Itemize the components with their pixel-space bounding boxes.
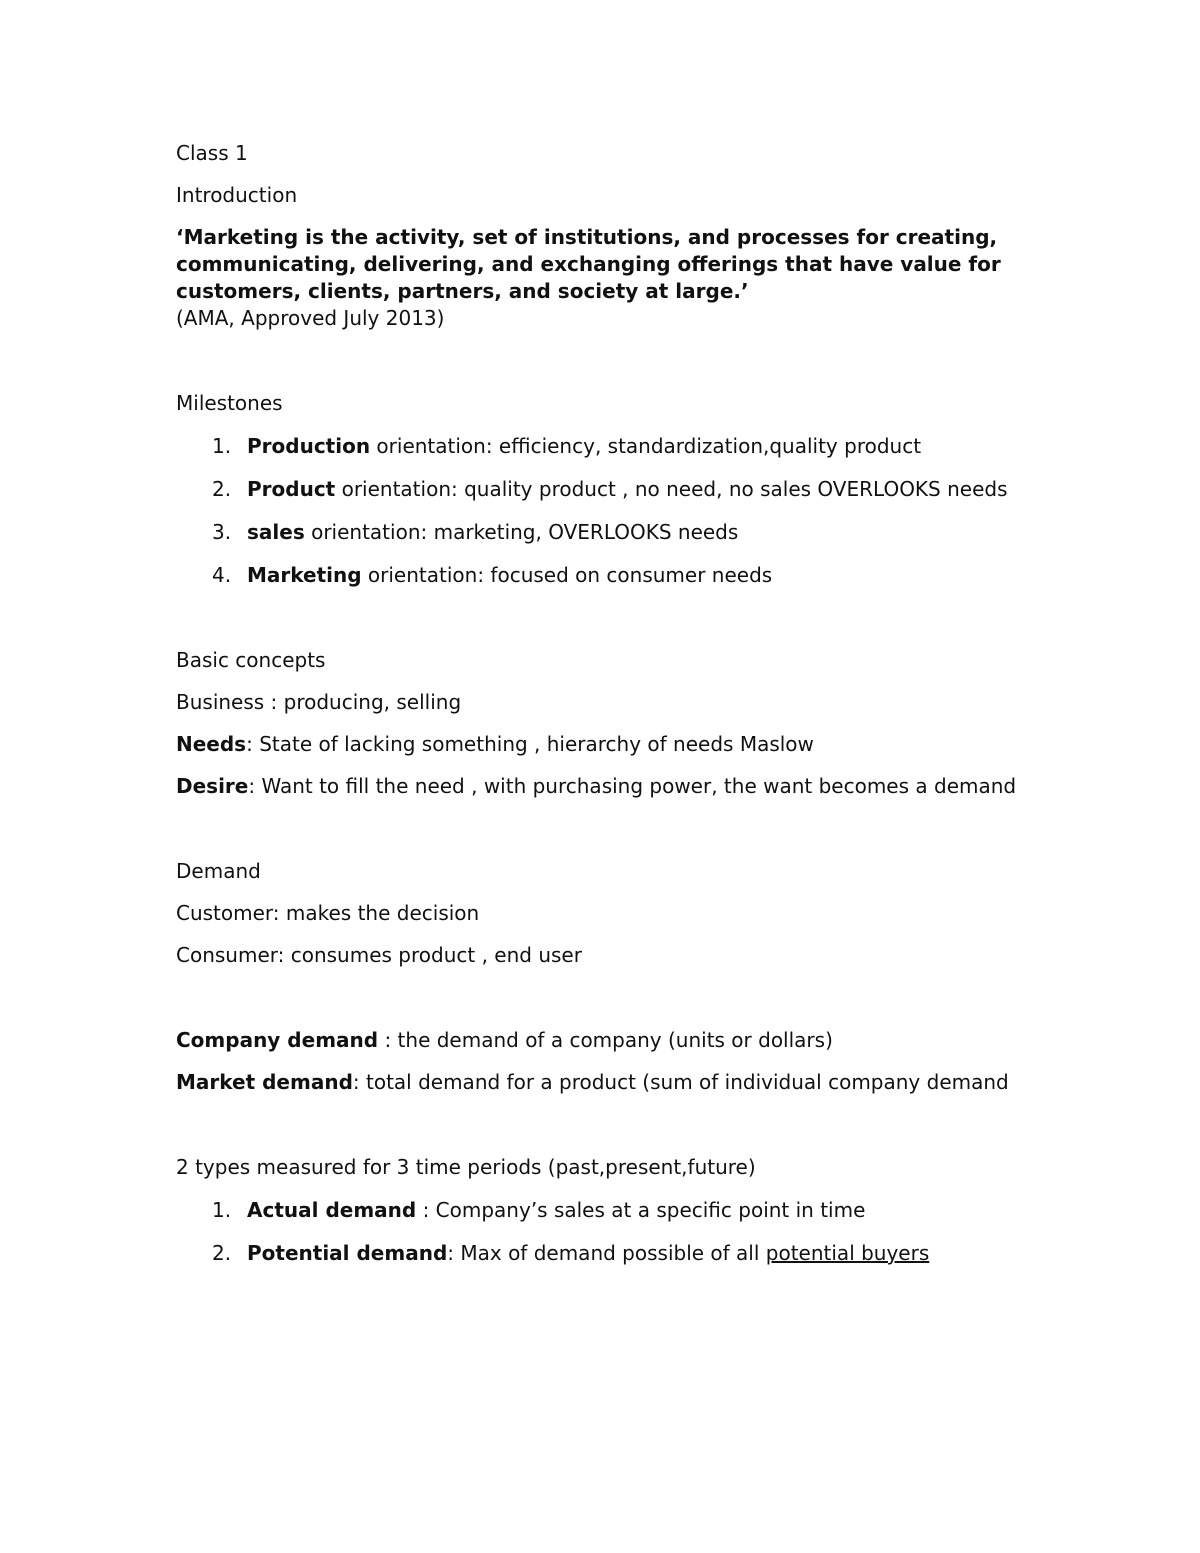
- list-number: 4.: [212, 563, 232, 587]
- needs-term: Needs: [176, 732, 247, 756]
- list-text: orientation: efficiency, standardization,quality product: [370, 434, 922, 458]
- list-number: 2.: [212, 477, 232, 501]
- market-demand-term: Market demand: [176, 1070, 353, 1094]
- class-title: Class 1: [176, 141, 248, 165]
- desire-term: Desire: [176, 774, 249, 798]
- section-title: Introduction: [176, 183, 298, 207]
- list-number: 3.: [212, 520, 232, 544]
- list-number: 1.: [212, 434, 232, 458]
- marketing-definition-quote: ‘Marketing is the activity, set of institutions, and processes for creating, communicating, delivering, and exchanging offerings that have value for customers, clients, partners, and society at large.’: [176, 225, 1001, 303]
- desire-concept: [176, 773, 1036, 800]
- list-text: orientation: marketing, OVERLOOKS needs: [304, 520, 739, 544]
- list-term: sales: [247, 520, 305, 544]
- list-text: : Max of demand possible of all: [447, 1241, 766, 1265]
- demand-types-list: [176, 1196, 1036, 1267]
- types-heading: 2 types measured for 3 time periods (past,present,future): [176, 1155, 756, 1179]
- milestones-list: [176, 432, 1036, 589]
- list-item: [176, 1196, 1036, 1224]
- list-item: [176, 432, 1036, 460]
- list-number: 2.: [212, 1241, 232, 1265]
- market-demand: [176, 1069, 1036, 1096]
- market-demand-text: : total demand for a product (sum of individual company demand: [352, 1070, 1009, 1094]
- list-item: [176, 561, 1036, 589]
- company-demand-text: : the demand of a company (units or dollars): [378, 1028, 833, 1052]
- list-text: orientation: focused on consumer needs: [361, 563, 773, 587]
- list-term: Potential demand: [247, 1241, 448, 1265]
- list-number: 1.: [212, 1198, 232, 1222]
- customer-definition: Customer: makes the decision: [176, 901, 480, 925]
- list-item: [176, 1239, 1036, 1267]
- list-term: Marketing: [247, 563, 362, 587]
- underlined-text: potential buyers: [765, 1241, 930, 1265]
- business-concept: Business : producing, selling: [176, 690, 462, 714]
- milestones-heading: Milestones: [176, 391, 283, 415]
- consumer-definition: Consumer: consumes product , end user: [176, 943, 582, 967]
- needs-concept: [176, 731, 1036, 758]
- list-term: Actual demand: [247, 1198, 417, 1222]
- list-item: [176, 475, 1036, 503]
- list-text: orientation: quality product , no need, no sales OVERLOOKS needs: [335, 477, 1008, 501]
- list-term: Product: [247, 477, 336, 501]
- demand-heading: Demand: [176, 859, 261, 883]
- definition-source: (AMA, Approved July 2013): [176, 306, 445, 330]
- document-page: [176, 140, 1036, 1267]
- company-demand: [176, 1027, 1036, 1054]
- list-term: Production: [247, 434, 371, 458]
- company-demand-term: Company demand: [176, 1028, 379, 1052]
- basic-concepts-heading: Basic concepts: [176, 648, 326, 672]
- needs-text: : State of lacking something , hierarchy of needs Maslow: [246, 732, 814, 756]
- desire-text: : Want to fill the need , with purchasing power, the want becomes a demand: [248, 774, 1017, 798]
- list-text: : Company’s sales at a specific point in time: [416, 1198, 866, 1222]
- list-item: [176, 518, 1036, 546]
